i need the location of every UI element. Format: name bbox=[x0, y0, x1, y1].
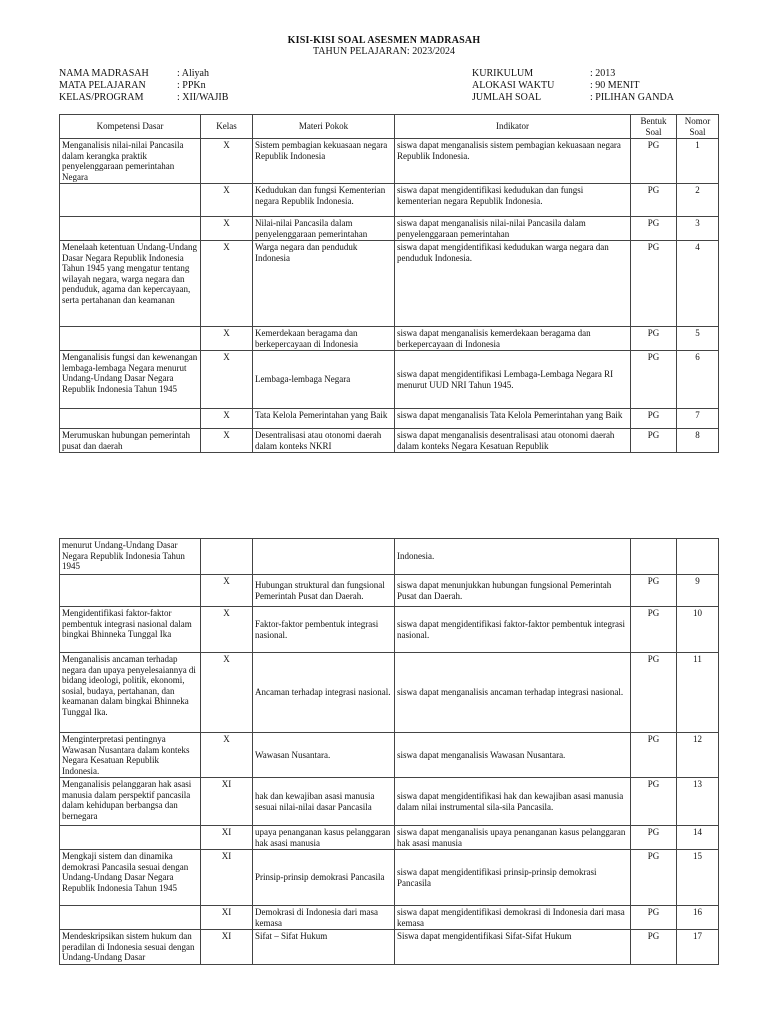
kisi-kisi-table-part-1 bbox=[59, 114, 719, 453]
materi-pokok-cell: Prinsip-prinsip demokrasi Pancasila bbox=[253, 850, 395, 906]
meta-key: MATA PELAJARAN bbox=[59, 80, 146, 91]
indikator-cell: Siswa dapat mengidentifikasi Sifat-Sifat Hukum bbox=[395, 930, 631, 965]
nomor-soal-cell: 10 bbox=[677, 607, 719, 653]
bentuk-soal-cell: PG bbox=[631, 241, 677, 327]
kompetensi-dasar-cell: Merumuskan hubungan pemerintah pusat dan daerah bbox=[60, 429, 201, 453]
bentuk-soal-cell: PG bbox=[631, 217, 677, 241]
materi-pokok-cell: Warga negara dan penduduk Indonesia bbox=[253, 241, 395, 327]
kelas-cell: X bbox=[201, 139, 253, 184]
meta-value: : PILIHAN GANDA bbox=[590, 92, 674, 103]
materi-pokok-cell: Desentralisasi atau otonomi daerah dalam konteks NKRI bbox=[253, 429, 395, 453]
indikator-cell: siswa dapat mengidentifikasi hak dan kewajiban asasi manusia dalam nilai instrumental sila-sila Pancasila. bbox=[395, 778, 631, 826]
kompetensi-dasar-cell: Menginterpretasi pentingnya Wawasan Nusantara dalam konteks Negara Kesatuan Republik Indonesia. bbox=[60, 733, 201, 778]
materi-pokok-cell: Wawasan Nusantara. bbox=[253, 733, 395, 778]
materi-pokok-cell: Sistem pembagian kekuasaan negara Republik Indonesia bbox=[253, 139, 395, 184]
bentuk-soal-cell: PG bbox=[631, 850, 677, 906]
table-row bbox=[60, 653, 719, 733]
materi-pokok-cell: Demokrasi di Indonesia dari masa kemasa bbox=[253, 906, 395, 930]
kelas-cell: X bbox=[201, 575, 253, 607]
document-subtitle: TAHUN PELAJARAN: 2023/2024 bbox=[313, 46, 455, 57]
bentuk-soal-cell: PG bbox=[631, 351, 677, 409]
kelas-cell: X bbox=[201, 327, 253, 351]
header-materi-pokok: Materi Pokok bbox=[253, 115, 395, 139]
meta-value: : 2013 bbox=[590, 68, 616, 79]
kelas-cell: X bbox=[201, 351, 253, 409]
kelas-cell: XI bbox=[201, 850, 253, 906]
materi-pokok-cell: Sifat – Sifat Hukum bbox=[253, 930, 395, 965]
kelas-cell: X bbox=[201, 409, 253, 429]
bentuk-soal-cell: PG bbox=[631, 733, 677, 778]
indikator-cell: siswa dapat menganalisis Tata Kelola Pemerintahan yang Baik bbox=[395, 409, 631, 429]
nomor-soal-cell bbox=[677, 539, 719, 575]
meta-right bbox=[472, 68, 674, 104]
nomor-soal-cell: 15 bbox=[677, 850, 719, 906]
bentuk-soal-cell: PG bbox=[631, 930, 677, 965]
meta-value: : 90 MENIT bbox=[590, 80, 640, 91]
kelas-cell: XI bbox=[201, 906, 253, 930]
meta-row bbox=[472, 68, 674, 80]
kompetensi-dasar-cell: Menganalisis nilai-nilai Pancasila dalam kerangka praktik penyelenggaraan pemerintahan Negara bbox=[60, 139, 201, 184]
indikator-cell: siswa dapat menganalisis Wawasan Nusantara. bbox=[395, 733, 631, 778]
kelas-cell: X bbox=[201, 241, 253, 327]
meta-value: : PPKn bbox=[177, 80, 206, 91]
kelas-cell bbox=[201, 539, 253, 575]
table-row bbox=[60, 139, 719, 184]
bentuk-soal-cell: PG bbox=[631, 429, 677, 453]
bentuk-soal-cell bbox=[631, 539, 677, 575]
indikator-cell: siswa dapat menganalisis upaya penanganan kasus pelanggaran hak asasi manusia bbox=[395, 826, 631, 850]
kompetensi-dasar-cell bbox=[60, 217, 201, 241]
meta-value: : Aliyah bbox=[177, 68, 209, 79]
kompetensi-dasar-cell: Mengkaji sistem dan dinamika demokrasi Pancasila sesuai dengan Undang-Undang Dasar Negara Republik Indonesia Tahun 1945 bbox=[60, 850, 201, 906]
indikator-cell: siswa dapat menganalisis desentralisasi atau otonomi daerah dalam konteks Negara Kesatuan Republik bbox=[395, 429, 631, 453]
kompetensi-dasar-cell: Mendeskripsikan sistem hukum dan peradilan di Indonesia sesuai dengan Undang-Undang Dasar bbox=[60, 930, 201, 965]
nomor-soal-cell: 2 bbox=[677, 184, 719, 217]
kelas-cell: XI bbox=[201, 930, 253, 965]
indikator-cell: siswa dapat menganalisis ancaman terhadap integrasi nasional. bbox=[395, 653, 631, 733]
kompetensi-dasar-cell: Mengidentifikasi faktor-faktor pembentuk integrasi nasional dalam bingkai Bhinneka Tunggal Ika bbox=[60, 607, 201, 653]
indikator-cell: siswa dapat mengidentifikasi kedudukan warga negara dan penduduk Indonesia. bbox=[395, 241, 631, 327]
header-nomor-soal: Nomor Soal bbox=[677, 115, 719, 139]
indikator-cell: siswa dapat mengidentifikasi faktor-faktor pembentuk integrasi nasional. bbox=[395, 607, 631, 653]
meta-key: KURIKULUM bbox=[472, 68, 534, 79]
materi-pokok-cell: Faktor-faktor pembentuk integrasi nasional. bbox=[253, 607, 395, 653]
bentuk-soal-cell: PG bbox=[631, 607, 677, 653]
kompetensi-dasar-cell bbox=[60, 826, 201, 850]
bentuk-soal-cell: PG bbox=[631, 906, 677, 930]
nomor-soal-cell: 17 bbox=[677, 930, 719, 965]
materi-pokok-cell: Kemerdekaan beragama dan berkepercayaan di Indonesia bbox=[253, 327, 395, 351]
header-bentuk-soal: Bentuk Soal bbox=[631, 115, 677, 139]
bentuk-soal-cell: PG bbox=[631, 778, 677, 826]
meta-key: JUMLAH SOAL bbox=[472, 92, 542, 103]
kelas-cell: X bbox=[201, 653, 253, 733]
nomor-soal-cell: 9 bbox=[677, 575, 719, 607]
indikator-cell: Indonesia. bbox=[395, 539, 631, 575]
table-row bbox=[60, 906, 719, 930]
kelas-cell: X bbox=[201, 607, 253, 653]
indikator-cell: siswa dapat menganalisis kemerdekaan beragama dan berkepercayaan di Indonesia bbox=[395, 327, 631, 351]
header-kompetensi-dasar: Kompetensi Dasar bbox=[60, 115, 201, 139]
kompetensi-dasar-cell: Menelaah ketentuan Undang-Undang Dasar Negara Republik Indonesia Tahun 1945 yang mengatur tentang wilayah negara, warga negara dan penduduk, agama dan kepercayaan, serta pertahanan dan keamanan bbox=[60, 241, 201, 327]
indikator-cell: siswa dapat mengidentifikasi Lembaga-Lembaga Negara RI menurut UUD NRI Tahun 1945. bbox=[395, 351, 631, 409]
materi-pokok-cell: Ancaman terhadap integrasi nasional. bbox=[253, 653, 395, 733]
bentuk-soal-cell: PG bbox=[631, 575, 677, 607]
bentuk-soal-cell: PG bbox=[631, 826, 677, 850]
meta-row bbox=[59, 92, 228, 104]
kompetensi-dasar-cell: Menganalisis ancaman terhadap negara dan upaya penyelesaiannya di bidang ideologi, politik, ekonomi, sosial, budaya, pertahanan, dan keamanan dalam bingkai Bhinneka Tunggal Ika. bbox=[60, 653, 201, 733]
indikator-cell: siswa dapat mengidentifikasi kedudukan dan fungsi kementerian negara Republik Indonesia. bbox=[395, 184, 631, 217]
meta-row bbox=[59, 80, 228, 92]
nomor-soal-cell: 13 bbox=[677, 778, 719, 826]
indikator-cell: siswa dapat mengidentifikasi demokrasi di Indonesia dari masa kemasa bbox=[395, 906, 631, 930]
table-row bbox=[60, 826, 719, 850]
table-header-row bbox=[60, 115, 719, 139]
meta-value: : XII/WAJIB bbox=[177, 92, 229, 103]
meta-row bbox=[472, 92, 674, 104]
indikator-cell: siswa dapat menganalisis nilai-nilai Pancasila dalam penyelenggaraan pemerintahan bbox=[395, 217, 631, 241]
nomor-soal-cell: 8 bbox=[677, 429, 719, 453]
nomor-soal-cell: 16 bbox=[677, 906, 719, 930]
table-row bbox=[60, 930, 719, 965]
kelas-cell: X bbox=[201, 733, 253, 778]
table-row bbox=[60, 217, 719, 241]
kelas-cell: X bbox=[201, 184, 253, 217]
meta-row bbox=[472, 80, 674, 92]
meta-key: KELAS/PROGRAM bbox=[59, 92, 144, 103]
kompetensi-dasar-cell bbox=[60, 184, 201, 217]
bentuk-soal-cell: PG bbox=[631, 653, 677, 733]
nomor-soal-cell: 5 bbox=[677, 327, 719, 351]
document-title: KISI-KISI SOAL ASESMEN MADRASAH bbox=[287, 35, 481, 46]
table-row bbox=[60, 351, 719, 409]
kelas-cell: X bbox=[201, 429, 253, 453]
kelas-cell: XI bbox=[201, 826, 253, 850]
indikator-cell: siswa dapat mengidentifikasi prinsip-prinsip demokrasi Pancasila bbox=[395, 850, 631, 906]
table-row bbox=[60, 409, 719, 429]
kompetensi-dasar-cell bbox=[60, 327, 201, 351]
nomor-soal-cell: 6 bbox=[677, 351, 719, 409]
bentuk-soal-cell: PG bbox=[631, 327, 677, 351]
kelas-cell: XI bbox=[201, 778, 253, 826]
nomor-soal-cell: 7 bbox=[677, 409, 719, 429]
kompetensi-dasar-cell: Menganalisis pelanggaran hak asasi manusia dalam perspektif pancasila dalam kehidupan berbangsa dan bernegara bbox=[60, 778, 201, 826]
table-row bbox=[60, 778, 719, 826]
meta-left bbox=[59, 68, 228, 104]
materi-pokok-cell: Kedudukan dan fungsi Kementerian negara Republik Indonesia. bbox=[253, 184, 395, 217]
header-kelas: Kelas bbox=[201, 115, 253, 139]
materi-pokok-cell: Nilai-nilai Pancasila dalam penyelenggaraan pemerintahan bbox=[253, 217, 395, 241]
meta-key: ALOKASI WAKTU bbox=[472, 80, 555, 91]
table-row bbox=[60, 850, 719, 906]
table-row bbox=[60, 327, 719, 351]
kompetensi-dasar-cell: Menganalisis fungsi dan kewenangan lembaga-lembaga Negara menurut Undang-Undang Dasar Negara Republik Indonesia Tahun 1945 bbox=[60, 351, 201, 409]
indikator-cell: siswa dapat menganalisis sistem pembagian kekuasaan negara Republik Indonesia. bbox=[395, 139, 631, 184]
bentuk-soal-cell: PG bbox=[631, 139, 677, 184]
kompetensi-dasar-cell bbox=[60, 409, 201, 429]
materi-pokok-cell: upaya penanganan kasus pelanggaran hak asasi manusia bbox=[253, 826, 395, 850]
nomor-soal-cell: 1 bbox=[677, 139, 719, 184]
materi-pokok-cell: Hubungan struktural dan fungsional Pemerintah Pusat dan Daerah. bbox=[253, 575, 395, 607]
indikator-cell: siswa dapat menunjukkan hubungan fungsional Pemerintah Pusat dan Daerah. bbox=[395, 575, 631, 607]
table-row bbox=[60, 539, 719, 575]
nomor-soal-cell: 11 bbox=[677, 653, 719, 733]
meta-row bbox=[59, 68, 228, 80]
kompetensi-dasar-cell bbox=[60, 906, 201, 930]
table-row bbox=[60, 429, 719, 453]
table-row bbox=[60, 607, 719, 653]
nomor-soal-cell: 12 bbox=[677, 733, 719, 778]
kompetensi-dasar-cell: menurut Undang-Undang Dasar Negara Republik Indonesia Tahun 1945 bbox=[60, 539, 201, 575]
table-row bbox=[60, 575, 719, 607]
nomor-soal-cell: 14 bbox=[677, 826, 719, 850]
nomor-soal-cell: 3 bbox=[677, 217, 719, 241]
table-row bbox=[60, 184, 719, 217]
materi-pokok-cell bbox=[253, 539, 395, 575]
table-row bbox=[60, 241, 719, 327]
kelas-cell: X bbox=[201, 217, 253, 241]
materi-pokok-cell: Tata Kelola Pemerintahan yang Baik bbox=[253, 409, 395, 429]
meta-key: NAMA MADRASAH bbox=[59, 68, 149, 79]
table-row bbox=[60, 733, 719, 778]
materi-pokok-cell: hak dan kewajiban asasi manusia sesuai nilai-nilai dasar Pancasila bbox=[253, 778, 395, 826]
kompetensi-dasar-cell bbox=[60, 575, 201, 607]
bentuk-soal-cell: PG bbox=[631, 409, 677, 429]
materi-pokok-cell: Lembaga-lembaga Negara bbox=[253, 351, 395, 409]
nomor-soal-cell: 4 bbox=[677, 241, 719, 327]
header-indikator: Indikator bbox=[395, 115, 631, 139]
kisi-kisi-table-part-2 bbox=[59, 538, 719, 965]
bentuk-soal-cell: PG bbox=[631, 184, 677, 217]
